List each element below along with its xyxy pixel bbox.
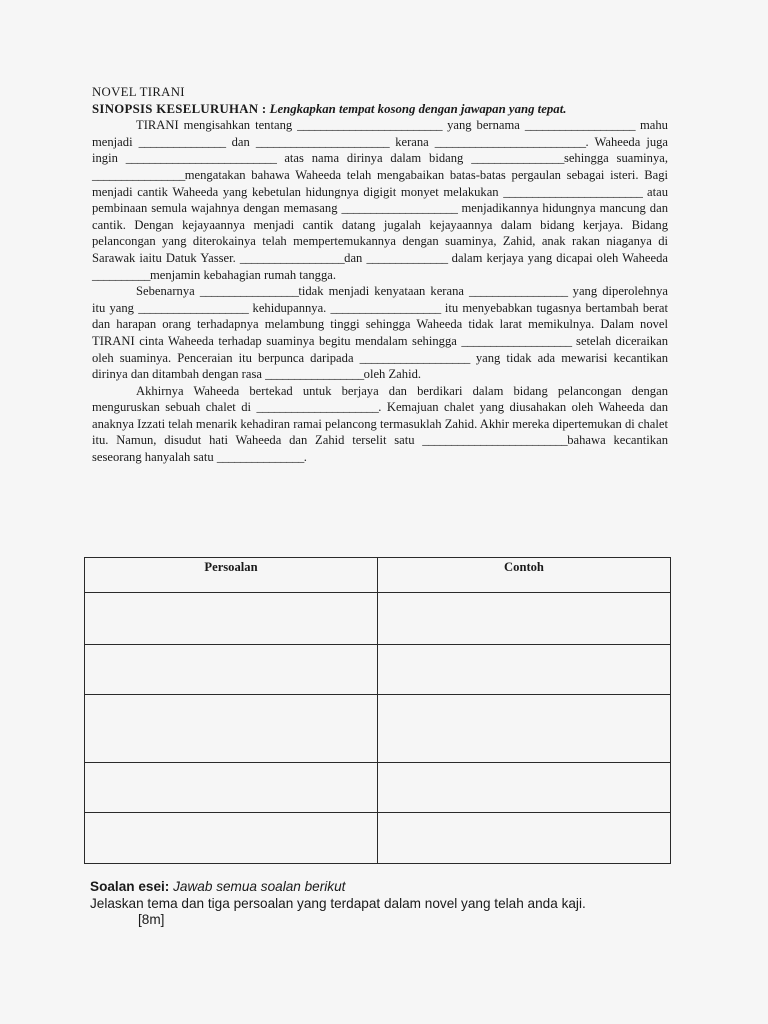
synopsis-text: sehingga suaminya, — [563, 151, 668, 166]
synopsis-paragraph-2 — [92, 283, 668, 383]
synopsis-text: mengatakan bahawa Waheeda telah mengabaikan batas-batas pergaulan sebagai isteri. Bagi menjadi cantik Waheeda yang kebetulan hidungnya digigit monyet melakukan — [92, 167, 668, 199]
essay-label: Soalan esei: — [90, 879, 170, 894]
contoh-cell[interactable] — [378, 695, 671, 763]
table-row — [85, 763, 671, 813]
answer-blank[interactable]: _________________ — [199, 284, 299, 299]
essay-marks: [8m] — [138, 912, 165, 927]
answer-blank[interactable]: _____________________ — [256, 400, 379, 415]
synopsis-section — [92, 84, 668, 466]
synopsis-text: . Waheeda juga ingin — [92, 134, 669, 166]
answer-blank[interactable]: ______________ — [366, 250, 448, 265]
contoh-cell[interactable] — [378, 813, 671, 864]
synopsis-text: yang bernama — [442, 118, 525, 133]
answer-blank[interactable]: _________________________ — [422, 433, 568, 448]
header-persoalan: Persoalan — [85, 558, 378, 593]
persoalan-cell[interactable] — [85, 763, 378, 813]
synopsis-text: yang diperolehnya itu yang — [92, 284, 668, 315]
synopsis-text: dalam kerjaya yang dicapai oleh Waheeda — [447, 250, 669, 265]
synopsis-paragraph-1 — [92, 117, 668, 283]
synopsis-text: oleh Zahid. — [363, 367, 422, 382]
synopsis-paragraph-3 — [92, 383, 668, 466]
answer-blank[interactable]: _________________________ — [297, 118, 443, 133]
page-title: NOVEL TIRANI — [92, 85, 185, 99]
table-row — [85, 645, 671, 695]
synopsis-heading — [92, 101, 668, 118]
contoh-cell[interactable] — [378, 593, 671, 645]
answer-blank[interactable]: _______________ — [216, 450, 304, 465]
answer-blank[interactable]: ___________________ — [330, 300, 441, 315]
synopsis-text: mahu menjadi — [92, 118, 668, 149]
synopsis-text: TIRANI mengisahkan tentang — [136, 118, 298, 133]
synopsis-text: Sebenarnya — [136, 284, 200, 299]
synopsis-text: menjamin kebahagian rumah tangga. — [149, 267, 337, 282]
persoalan-cell[interactable] — [85, 593, 378, 645]
synopsis-text: bahawa kecantikan seseorang hanyalah satu — [92, 433, 668, 465]
answer-blank[interactable]: ___________________ — [138, 300, 249, 315]
answer-blank[interactable]: ________________ — [92, 167, 185, 182]
synopsis-text: kehidupannya. — [248, 300, 331, 315]
header-contoh: Contoh — [378, 558, 671, 593]
synopsis-text: tidak menjadi kenyataan kerana — [298, 284, 470, 299]
table-row — [85, 813, 671, 864]
essay-instruction: Jawab semua soalan berikut — [173, 879, 346, 894]
persoalan-cell[interactable] — [85, 695, 378, 763]
answer-blank[interactable]: ___________________ — [359, 350, 470, 365]
synopsis-text: atas nama dirinya dalam bidang — [276, 151, 472, 166]
essay-question: Jelaskan tema dan tiga persoalan yang terdapat dalam novel yang telah anda kaji. — [90, 895, 586, 911]
answer-blank[interactable]: __________________________ — [125, 151, 277, 166]
synopsis-text: itu menyebabkan tugasnya bertambah berat dan harapan orang terhadapnya melambung tinggi sehingga Waheeda tidak larat memikulnya. Dalam novel TIRANI cinta Waheeda terhadap suaminya begitu mendalam sehingga — [92, 300, 668, 348]
table-row — [85, 695, 671, 763]
synopsis-text: dan — [344, 250, 367, 265]
persoalan-cell[interactable] — [85, 813, 378, 864]
synopsis-instruction: Lengkapkan tempat kosong dengan jawapan yang tepat. — [269, 101, 567, 116]
contoh-cell[interactable] — [378, 763, 671, 813]
persoalan-cell[interactable] — [85, 645, 378, 695]
table-row — [85, 593, 671, 645]
answer-blank[interactable]: __________ — [92, 267, 150, 282]
answer-blank[interactable]: _________________ — [265, 367, 364, 382]
synopsis-text: Akhirnya Waheeda bertekad untuk berjaya dan berdikari dalam bidang pelancongan dengan menguruskan sebuah chalet di — [92, 383, 668, 415]
essay-heading — [90, 879, 690, 896]
answer-blank[interactable]: _________________ — [469, 284, 568, 299]
answer-blank[interactable]: __________________ — [239, 250, 345, 265]
contoh-cell[interactable] — [378, 645, 671, 695]
synopsis-label: SINOPSIS KESELURUHAN : — [92, 101, 267, 116]
answer-blank[interactable]: ____________________ — [341, 201, 458, 216]
answer-blank[interactable]: __________________________ — [434, 134, 586, 149]
persoalan-contoh-table — [84, 557, 671, 864]
answer-blank[interactable]: ________________ — [471, 151, 564, 166]
synopsis-text: kerana — [389, 134, 435, 149]
synopsis-text: menjadikannya hidungnya mancung dan cantik. Dengan kejayaannya menjadi cantik datang jugalah kejayaannya dalam bidang kerjaya. Bidang pelancongan yang diterokainya telah mempertemukannya dengan suaminya, Zahid, anak rakan niaganya di Sarawak iaitu Datuk Yasser. — [92, 201, 668, 265]
essay-section — [90, 879, 690, 929]
synopsis-text: dan — [225, 134, 256, 149]
synopsis-text: setelah diceraikan oleh suaminya. Penceraian itu berpunca daripada — [92, 333, 668, 365]
synopsis-text: yang tidak ada mewarisi kecantikan dirinya dan ditambah dengan rasa — [92, 350, 668, 382]
synopsis-text: . — [303, 450, 307, 465]
synopsis-text: atau pembinaan semula wajahnya dengan memasang — [92, 184, 668, 216]
synopsis-text: . Kemajuan chalet yang diusahakan oleh Waheeda dan anaknya Izzati telah menarik kehadiran ramai pelancong termasuklah Zahid. Akhir mereka dipertemukan di chalet itu. Namun, disudut hati Waheeda dan Zahid terselit satu — [92, 400, 669, 448]
answer-blank[interactable]: _______________________ — [255, 134, 390, 149]
answer-blank[interactable]: ___________________ — [461, 333, 572, 348]
table-header-row — [85, 558, 671, 593]
answer-blank[interactable]: ________________________ — [503, 184, 643, 199]
answer-blank[interactable]: ___________________ — [524, 118, 636, 133]
answer-blank[interactable]: _______________ — [138, 134, 226, 149]
